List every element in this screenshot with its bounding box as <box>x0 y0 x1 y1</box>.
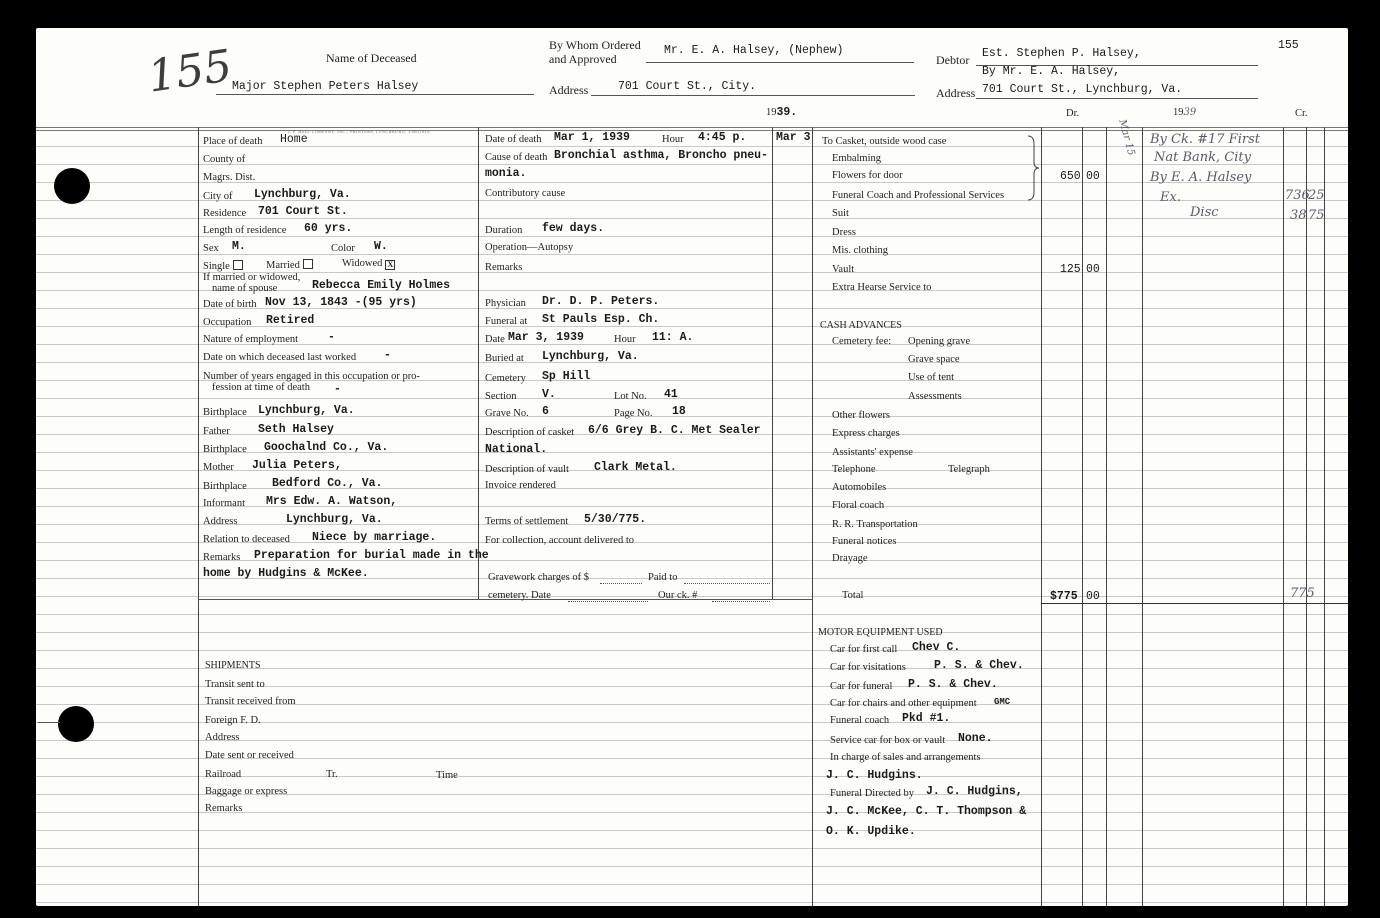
grave-space-label: Grave space <box>908 354 960 365</box>
nature-of-employment-label: Nature of employment <box>203 334 299 345</box>
funeral-at-value: St Pauls Esp. Ch. <box>542 313 660 326</box>
widowed-checkbox[interactable]: X <box>385 260 395 270</box>
death-remarks-label: Remarks <box>485 262 523 273</box>
debtor-value-2: By Mr. E. A. Halsey, <box>982 65 1121 78</box>
date-of-death-value: Mar 1, 1939 <box>554 131 630 144</box>
birthplace-label: Birthplace <box>203 407 247 418</box>
informant-value: Mrs Edw. A. Watson, <box>266 495 398 508</box>
car-for-funeral-value: P. S. & Chev. <box>908 678 998 691</box>
name-of-deceased-value: Major Stephen Peters Halsey <box>232 80 419 93</box>
ordered-label-2: and Approved <box>549 52 617 66</box>
in-charge-value: J. C. Hudgins. <box>826 769 923 782</box>
credit-amount-2: 38 <box>1290 208 1307 223</box>
mother-birthplace-label: Birthplace <box>203 481 247 492</box>
shipment-address-label: Address <box>205 732 240 743</box>
residence-value: 701 Court St. <box>258 205 348 218</box>
page-number: 155 <box>1278 39 1299 52</box>
duration-label: Duration <box>485 225 523 236</box>
length-of-residence-value: 60 yrs. <box>304 222 353 235</box>
chairs-label: Car for chairs and other equipment <box>830 698 977 709</box>
charge-vault-cents: 00 <box>1086 263 1100 276</box>
county-label: County of <box>203 154 246 165</box>
occupation-value: Retired <box>266 314 315 327</box>
charge-vault-amount: 125 <box>1060 263 1081 276</box>
chairs-value: GMC <box>994 697 1011 707</box>
directed-by-value-3: O. K. Updike. <box>826 825 916 838</box>
name-of-deceased-label: Name of Deceased <box>326 51 417 65</box>
credit-note-3: By E. A. Halsey <box>1150 170 1252 185</box>
gravework-paid-label: Paid to <box>648 572 678 583</box>
charge-embalming-label: Embalming <box>832 153 881 164</box>
length-of-residence-label: Length of residence <box>203 225 287 236</box>
lot-label: Lot No. <box>614 391 647 402</box>
mother-birthplace-value: Bedford Co., Va. <box>272 477 383 490</box>
floral-coach-label: Floral coach <box>832 500 885 511</box>
hour-of-death-label: Hour <box>662 134 684 145</box>
last-worked-label: Date on which deceased last worked <box>203 352 357 363</box>
spouse-value: Rebecca Emily Holmes <box>312 279 451 292</box>
place-of-death-value: Home <box>280 133 308 146</box>
hour-of-death-value: 4:45 p. <box>698 131 747 144</box>
first-call-label: Car for first call <box>830 644 898 655</box>
informant-label: Informant <box>203 498 245 509</box>
baggage-label: Baggage or express <box>205 786 288 797</box>
mother-label: Mother <box>203 462 234 473</box>
father-birthplace-value: Goochalnd Co., Va. <box>264 441 389 454</box>
last-worked-value: - <box>384 349 391 362</box>
section-label: Section <box>485 391 517 402</box>
charge-flowers-amount: 650 <box>1060 170 1081 183</box>
year2-value: 39 <box>1183 107 1197 118</box>
ordered-value: Mr. E. A. Halsey, (Nephew) <box>664 44 844 57</box>
binder-hole-bottom <box>58 706 94 742</box>
in-charge-label: In charge of sales and arrangements <box>830 752 981 763</box>
occupation-label: Occupation <box>203 317 252 328</box>
credit-cents-1: 25 <box>1308 188 1325 203</box>
gravework-date-label: cemetery. Date <box>488 590 551 601</box>
married-label: Married <box>266 260 300 271</box>
motor-equipment-title: MOTOR EQUIPMENT USED <box>818 627 943 638</box>
rr-transportation-label: R. R. Transportation <box>832 519 918 530</box>
directed-by-value-2: J. C. McKee, C. T. Thompson & <box>826 805 1027 818</box>
year-prefix: 19 <box>766 107 777 118</box>
color-value: W. <box>374 240 388 253</box>
cemetery-value: Sp Hill <box>542 370 591 383</box>
cr-label: Cr. <box>1295 108 1308 119</box>
binder-pin <box>38 722 60 723</box>
date-sent-label: Date sent or received <box>205 750 294 761</box>
service-car-label: Service car for box or vault <box>830 735 946 746</box>
remarks-label: Remarks <box>203 552 241 563</box>
invoice-rendered-label: Invoice rendered <box>485 480 556 491</box>
charge-dress-label: Dress <box>832 227 856 238</box>
address-value: 701 Court St., City. <box>618 80 757 93</box>
ordered-label-1: By Whom Ordered <box>549 38 641 52</box>
cemetery-fee-label: Cemetery fee: <box>832 336 892 347</box>
single-label: Single <box>203 261 230 272</box>
physician-label: Physician <box>485 298 526 309</box>
informant-address-label: Address <box>203 516 238 527</box>
married-checkbox[interactable] <box>303 259 313 269</box>
page-value: 18 <box>672 405 686 418</box>
vault-value: Clark Metal. <box>594 461 677 474</box>
cause-of-death-value-2: monia. <box>485 167 527 180</box>
funeral-date-label: Date <box>485 334 505 345</box>
funeral-coach-value: Pkd #1. <box>902 712 951 725</box>
assistants-expense-label: Assistants' expense <box>832 447 913 458</box>
car-for-funeral-label: Car for funeral <box>830 681 893 692</box>
drayage-label: Drayage <box>832 553 868 564</box>
funeral-date-value: Mar 3, 1939 <box>508 331 584 344</box>
visitations-label: Car for visitations <box>830 662 906 673</box>
time-label: Time <box>436 770 458 781</box>
father-birthplace-label: Birthplace <box>203 444 247 455</box>
magrs-dist-label: Magrs. Dist. <box>203 172 256 183</box>
casket-value-2: National. <box>485 443 548 456</box>
single-checkbox[interactable] <box>233 260 243 270</box>
cemetery-label: Cemetery <box>485 373 526 384</box>
express-charges-label: Express charges <box>832 428 900 439</box>
transit-sent-label: Transit sent to <box>205 679 265 690</box>
dr-label: Dr. <box>1066 108 1080 119</box>
credit-amount-1: 736 <box>1285 188 1310 203</box>
spouse-label-1: If married or widowed, <box>203 272 301 283</box>
tr-label: Tr. <box>326 769 338 780</box>
telegraph-label: Telegraph <box>948 464 990 475</box>
use-of-tent-label: Use of tent <box>908 372 955 383</box>
funeral-at-label: Funeral at <box>485 316 528 327</box>
first-call-value: Chev C. <box>912 641 961 654</box>
years-engaged-label-1: Number of years engaged in this occupation or pro- <box>203 371 420 382</box>
transit-received-label: Transit received from <box>205 696 296 707</box>
date-of-birth-label: Date of birth <box>203 299 257 310</box>
total-rule <box>1041 603 1348 604</box>
directed-by-label: Funeral Directed by <box>830 788 914 799</box>
widowed-label: Widowed <box>342 258 383 269</box>
remarks-value-2: home by Hudgins & McKee. <box>203 567 369 580</box>
total-label: Total <box>842 590 864 601</box>
assessments-label: Assessments <box>908 391 962 402</box>
contributory-cause-label: Contributory cause <box>485 188 566 199</box>
funeral-hour-value: 11: A. <box>652 331 694 344</box>
casket-label: Description of casket <box>485 427 575 438</box>
birthplace-value: Lynchburg, Va. <box>258 404 355 417</box>
debtor-address-label: Address <box>936 86 976 100</box>
color-label: Color <box>331 243 355 254</box>
charge-coach-label: Funeral Coach and Professional Services <box>832 190 1005 201</box>
credit-cents-2: 75 <box>1308 208 1325 223</box>
years-engaged-value: - <box>334 383 341 396</box>
widowed-field <box>342 258 395 270</box>
grave-value: 6 <box>542 405 549 418</box>
operation-autopsy-label: Operation—Autopsy <box>485 242 574 253</box>
cash-advances-title: CASH ADVANCES <box>820 320 902 331</box>
charge-hearse-label: Extra Hearse Service to <box>832 282 932 293</box>
credit-date: Mar 15 <box>1116 118 1137 157</box>
funeral-coach-label: Funeral coach <box>830 715 890 726</box>
cause-of-death-value-1: Bronchial asthma, Broncho pneu- <box>554 149 768 162</box>
margin-date-note: Mar 3 <box>776 131 811 144</box>
telephone-label: Telephone <box>832 464 876 475</box>
informant-address-value: Lynchburg, Va. <box>286 513 383 526</box>
years-engaged-label-2: fession at time of death <box>212 382 310 393</box>
directed-by-value-1: J. C. Hudgins, <box>926 785 1023 798</box>
place-of-death-label: Place of death <box>203 136 263 147</box>
funeral-hour-label: Hour <box>614 334 636 345</box>
printer-imprint: J. P. BELL COMPANY, INC., PRINTERS, LYNCHBURG, VIRGINIA <box>288 129 431 134</box>
physician-value: Dr. D. P. Peters. <box>542 295 660 308</box>
page-label: Page No. <box>614 408 653 419</box>
remarks-value-1: Preparation for burial made in the <box>254 549 489 562</box>
funeral-notices-label: Funeral notices <box>832 536 897 547</box>
credit-note-4: Ex. <box>1160 190 1181 205</box>
relation-value: Niece by marriage. <box>312 531 437 544</box>
date-of-birth-value: Nov 13, 1843 -(95 yrs) <box>265 296 417 309</box>
service-car-value: None. <box>958 732 993 745</box>
sex-label: Sex <box>203 243 219 254</box>
nature-of-employment-value: - <box>328 331 335 344</box>
charges-brace <box>1026 134 1040 202</box>
city-value: Lynchburg, Va. <box>254 188 351 201</box>
charge-flowers-cents: 00 <box>1086 170 1100 183</box>
collection-label: For collection, account delivered to <box>485 535 634 546</box>
casket-value-1: 6/6 Grey B. C. Met Sealer <box>588 424 761 437</box>
charge-vault-label: Vault <box>832 264 855 275</box>
charge-flowers-label: Flowers for door <box>832 170 903 181</box>
other-flowers-label: Other flowers <box>832 410 891 421</box>
charge-suit-label: Suit <box>832 208 849 219</box>
total-cents: 00 <box>1086 590 1100 603</box>
father-value: Seth Halsey <box>258 423 334 436</box>
gravework-underline <box>600 583 642 584</box>
charge-clothing-label: Mis. clothing <box>832 245 889 256</box>
credit-total: 775 <box>1290 586 1315 601</box>
married-field <box>266 259 313 272</box>
buried-at-label: Buried at <box>485 353 524 364</box>
date-of-death-label: Date of death <box>485 134 542 145</box>
buried-at-value: Lynchburg, Va. <box>542 350 639 363</box>
spouse-label-2: name of spouse <box>212 283 278 294</box>
address-label: Address <box>549 83 589 97</box>
mother-value: Julia Peters, <box>252 459 342 472</box>
automobiles-label: Automobiles <box>832 482 887 493</box>
cause-of-death-label: Cause of death <box>485 152 548 163</box>
binder-hole-top <box>54 168 90 204</box>
grave-label: Grave No. <box>485 408 529 419</box>
shipments-title: SHIPMENTS <box>205 660 261 671</box>
credit-note-5: Disc <box>1190 205 1219 220</box>
foreign-fd-label: Foreign F. D. <box>205 715 261 726</box>
year2-prefix: 19 <box>1173 107 1184 118</box>
year-value: 39. <box>776 106 798 119</box>
charge-casket-label: To Casket, outside wood case <box>822 136 947 147</box>
lot-value: 41 <box>664 388 678 401</box>
residence-label: Residence <box>203 208 247 219</box>
gravework-label: Gravework charges of $ <box>488 572 589 583</box>
terms-label: Terms of settlement <box>485 516 569 527</box>
sex-value: M. <box>232 240 246 253</box>
duration-value: few days. <box>542 222 605 235</box>
section-value: V. <box>542 388 556 401</box>
debtor-value-1: Est. Stephen P. Halsey, <box>982 47 1141 60</box>
total-amount: $775 <box>1050 590 1078 603</box>
check-underline <box>712 601 770 602</box>
credit-note-1: By Ck. #17 First <box>1150 132 1260 147</box>
funeral-record-card <box>36 28 1348 906</box>
handwritten-record-number: 155 <box>144 40 236 103</box>
father-label: Father <box>203 426 230 437</box>
vault-label: Description of vault <box>485 464 569 475</box>
date-underline <box>568 601 648 602</box>
gravework-check-label: Our ck. # <box>658 590 698 601</box>
city-label: City of <box>203 191 233 202</box>
debtor-address-value: 701 Court St., Lynchburg, Va. <box>982 83 1183 96</box>
opening-grave-label: Opening grave <box>908 336 971 347</box>
shipment-remarks-label: Remarks <box>205 803 243 814</box>
visitations-value: P. S. & Chev. <box>934 659 1024 672</box>
relation-label: Relation to deceased <box>203 534 290 545</box>
terms-value: 5/30/775. <box>584 513 647 526</box>
credit-note-2: Nat Bank, City <box>1154 150 1251 165</box>
debtor-label: Debtor <box>936 53 970 67</box>
paid-underline <box>684 583 770 584</box>
railroad-label: Railroad <box>205 769 242 780</box>
